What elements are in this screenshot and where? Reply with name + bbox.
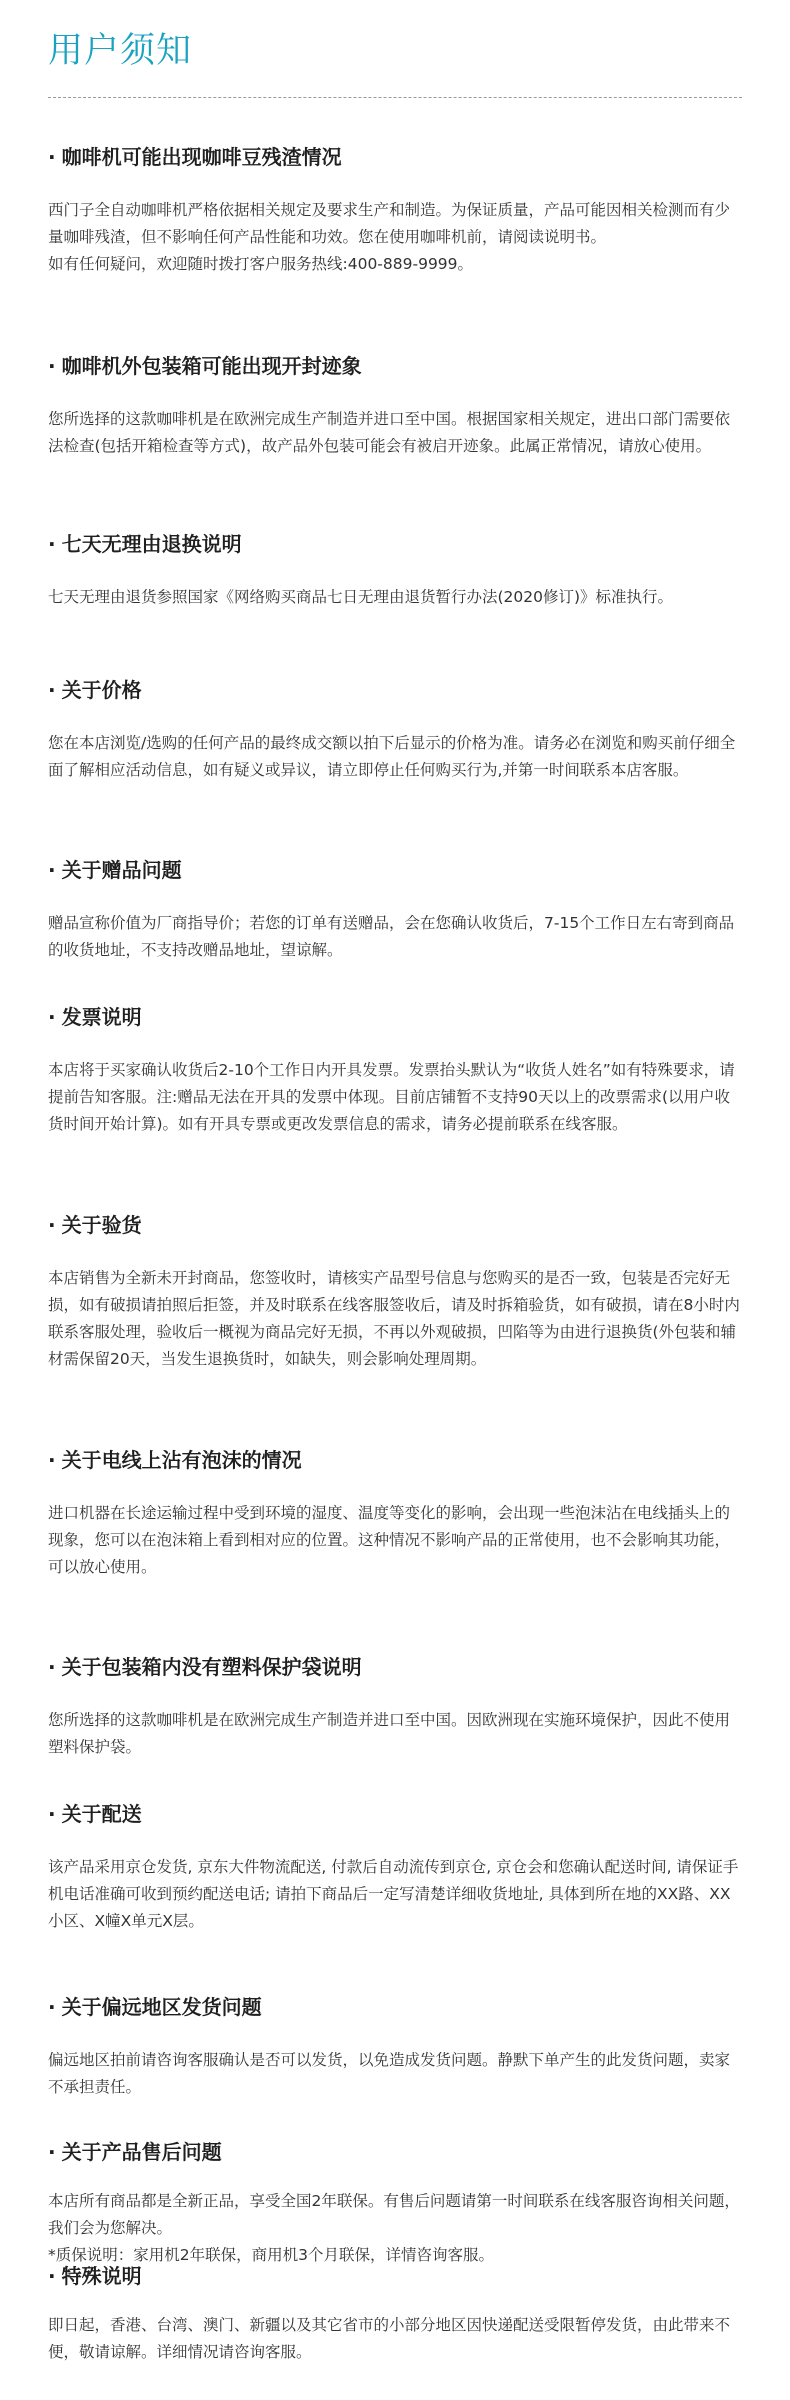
bullet-icon: · xyxy=(48,678,56,702)
notice-section xyxy=(48,856,742,964)
section-body: 您所选择的这款咖啡机是在欧洲完成生产制造并进口至中国。因欧洲现在实施环境保护，因此不使用塑料保护袋。 xyxy=(48,1711,731,1756)
section-heading: · 发票说明 xyxy=(48,1005,142,1029)
section-body: 该产品采用京仓发货, 京东大件物流配送, 付款后自动流传到京仓, 京仓会和您确认配送时间, 请保证手机电话准确可收到预约配送电话; 请拍下商品后一定写清楚详细收货地址, 具体到所在地的XX路、XX小区、X幢X单元X层。 xyxy=(48,1858,739,1930)
bullet-icon: · xyxy=(48,145,56,169)
section-body: 偏远地区拍前请咨询客服确认是否可以发货，以免造成发货问题。静默下单产生的此发货问题，卖家不承担责任。 xyxy=(48,2051,731,2096)
bullet-icon: · xyxy=(48,1213,56,1237)
section-body: 西门子全自动咖啡机严格依据相关规定及要求生产和制造。为保证质量，产品可能因相关检测而有少量咖啡残渣，但不影响任何产品性能和功效。您在使用咖啡机前，请阅读说明书。 如有任何疑问，欢迎随时拨打客户服务热线:400-889-9999。 xyxy=(48,201,731,273)
section-body: 七天无理由退货参照国家《网络购买商品七日无理由退货暂行办法(2020修订)》标准执行。 xyxy=(48,588,674,606)
bullet-icon: · xyxy=(48,1005,56,1029)
bullet-icon: · xyxy=(48,2264,56,2288)
notice-section xyxy=(48,1446,742,1581)
notice-section xyxy=(48,530,742,611)
section-heading: · 关于验货 xyxy=(48,1213,142,1237)
notice-section xyxy=(48,1800,742,1935)
section-body: 本店销售为全新未开封商品，您签收时，请核实产品型号信息与您购买的是否一致，包装是否完好无损，如有破损请拍照后拒签，并及时联系在线客服签收后，请及时拆箱验货，如有破损，请在8小时内联系客服处理，验收后一概视为商品完好无损，不再以外观破损，凹陷等为由进行退换货(外包装和辅材需保留20天，当发生退换货时，如缺失，则会影响处理周期。 xyxy=(48,1269,740,1368)
notice-section xyxy=(48,1993,742,2101)
notice-section xyxy=(48,1003,742,1138)
bullet-icon: · xyxy=(48,858,56,882)
notice-section xyxy=(48,676,742,784)
bullet-icon: · xyxy=(48,532,56,556)
section-heading: · 关于赠品问题 xyxy=(48,858,182,882)
bullet-icon: · xyxy=(48,1448,56,1472)
section-body: 您所选择的这款咖啡机是在欧洲完成生产制造并进口至中国。根据国家相关规定，进出口部门需要依法检查(包括开箱检查等方式)，故产品外包装可能会有被启开迹象。此属正常情况，请放心使用。 xyxy=(48,410,731,455)
section-heading: · 咖啡机外包装箱可能出现开封迹象 xyxy=(48,354,362,378)
section-heading: · 关于配送 xyxy=(48,1802,142,1826)
page-title: 用户须知 xyxy=(48,31,193,71)
section-heading: · 七天无理由退换说明 xyxy=(48,532,242,556)
bullet-icon: · xyxy=(48,1802,56,1826)
notice-section xyxy=(48,2138,742,2269)
section-heading: · 关于偏远地区发货问题 xyxy=(48,1995,262,2019)
section-heading: · 特殊说明 xyxy=(48,2264,142,2288)
section-heading: · 关于价格 xyxy=(48,678,142,702)
section-body: 赠品宣称价值为厂商指导价；若您的订单有送赠品，会在您确认收货后，7-15个工作日左右寄到商品的收货地址，不支持改赠品地址，望谅解。 xyxy=(48,914,735,959)
section-body: 本店将于买家确认收货后2-10个工作日内开具发票。发票抬头默认为“收货人姓名”如有特殊要求，请提前告知客服。注:赠品无法在开具的发票中体现。目前店铺暂不支持90天以上的改票需求(以用户收货时间开始计算)。如有开具专票或更改发票信息的需求，请务必提前联系在线客服。 xyxy=(48,1061,735,1133)
dashed-divider xyxy=(48,97,742,98)
section-body: 本店所有商品都是全新正品，享受全国2年联保。有售后问题请第一时间联系在线客服咨询相关问题，我们会为您解决。 *质保说明：家用机2年联保，商用机3个月联保，详情咨询客服。 xyxy=(48,2192,740,2264)
section-body: 您在本店浏览/选购的任何产品的最终成交额以拍下后显示的价格为准。请务必在浏览和购买前仔细全面了解相应活动信息，如有疑义或异议，请立即停止任何购买行为,并第一时间联系本店客服。 xyxy=(48,734,736,779)
section-heading: · 咖啡机可能出现咖啡豆残渣情况 xyxy=(48,145,342,169)
notice-section xyxy=(48,2262,742,2366)
notice-section xyxy=(48,352,742,460)
section-body: 进口机器在长途运输过程中受到环境的湿度、温度等变化的影响，会出现一些泡沫沾在电线插头上的现象，您可以在泡沫箱上看到相对应的位置。这种情况不影响产品的正常使用，也不会影响其功能，可以放心使用。 xyxy=(48,1504,731,1576)
section-heading: · 关于包装箱内没有塑料保护袋说明 xyxy=(48,1655,362,1679)
section-heading: · 关于产品售后问题 xyxy=(48,2140,222,2164)
section-body: 即日起，香港、台湾、澳门、新疆以及其它省市的小部分地区因快递配送受限暂停发货，由此带来不便，敬请谅解。详细情况请咨询客服。 xyxy=(48,2316,731,2361)
notice-section xyxy=(48,1653,742,1761)
bullet-icon: · xyxy=(48,1655,56,1679)
section-heading: · 关于电线上沾有泡沫的情况 xyxy=(48,1448,302,1472)
bullet-icon: · xyxy=(48,1995,56,2019)
notice-section xyxy=(48,1211,742,1373)
notice-section xyxy=(48,143,742,278)
bullet-icon: · xyxy=(48,354,56,378)
bullet-icon: · xyxy=(48,2140,56,2164)
